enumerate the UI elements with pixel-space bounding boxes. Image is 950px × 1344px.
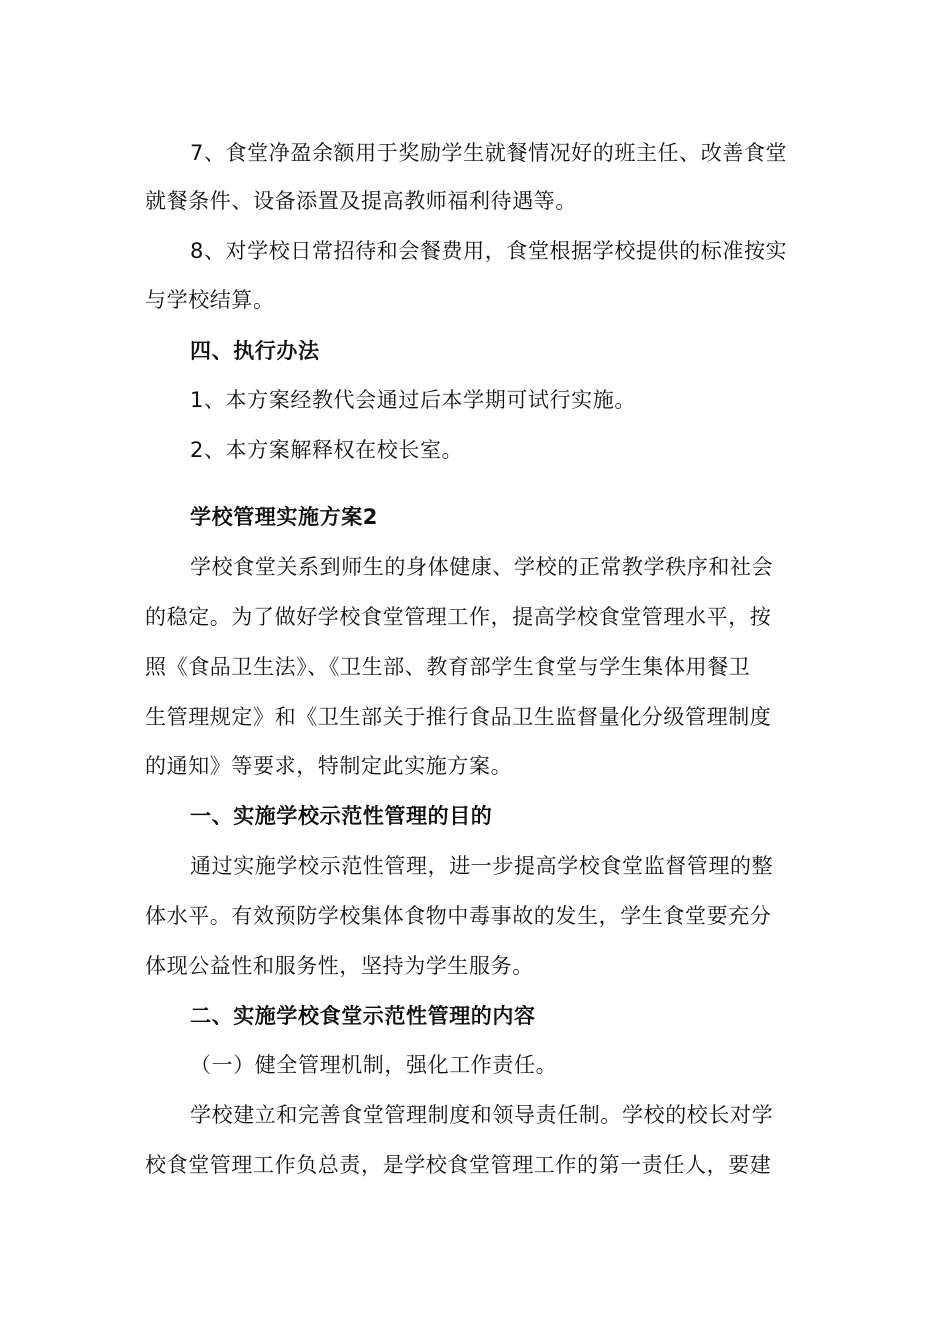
paragraph-line: 通过实施学校示范性管理，进一步提高学校食堂监督管理的整 (190, 854, 774, 878)
document-title: 学校管理实施方案2 (190, 505, 379, 529)
paragraph-line: 的稳定。为了做好学校食堂管理工作，提高学校食堂管理水平，按 (145, 605, 772, 629)
paragraph-line: 8、对学校日常招待和会餐费用，食堂根据学校提供的标准按实 (190, 239, 788, 263)
paragraph-line: 与学校结算。 (145, 288, 275, 312)
paragraph-line: 体现公益性和服务性，坚持为学生服务。 (145, 954, 534, 978)
paragraph-line: 1、本方案经教代会通过后本学期可试行实施。 (190, 388, 636, 412)
paragraph-line: 校食堂管理工作负总责，是学校食堂管理工作的第一责任人，要建 (145, 1153, 772, 1177)
paragraph-line: 的通知》等要求，特制定此实施方案。 (145, 754, 513, 778)
paragraph-line: 体水平。有效预防学校集体食物中毒事故的发生，学生食堂要充分 (145, 904, 772, 928)
paragraph-line: 学校建立和完善食堂管理制度和领导责任制。学校的校长对学 (190, 1103, 774, 1127)
paragraph-line: 学校食堂关系到师生的身体健康、学校的正常教学秩序和社会 (190, 555, 774, 579)
paragraph-line: 生管理规定》和《卫生部关于推行食品卫生监督量化分级管理制度 (145, 705, 772, 729)
paragraph-line: 照《食品卫生法》、《卫生部、教育部学生食堂与学生集体用餐卫 (145, 655, 751, 679)
paragraph-line: 就餐条件、设备添置及提高教师福利待遇等。 (145, 189, 577, 213)
section-heading: 一、实施学校示范性管理的目的 (190, 804, 493, 828)
paragraph-line: 7、食堂净盈余额用于奖励学生就餐情况好的班主任、改善食堂 (190, 141, 788, 165)
section-heading: 四、执行办法 (190, 339, 320, 363)
subsection-heading: （一）健全管理机制，强化工作责任。 (190, 1053, 558, 1077)
paragraph-line: 2、本方案解释权在校长室。 (190, 438, 464, 462)
section-heading: 二、实施学校食堂示范性管理的内容 (190, 1004, 536, 1028)
